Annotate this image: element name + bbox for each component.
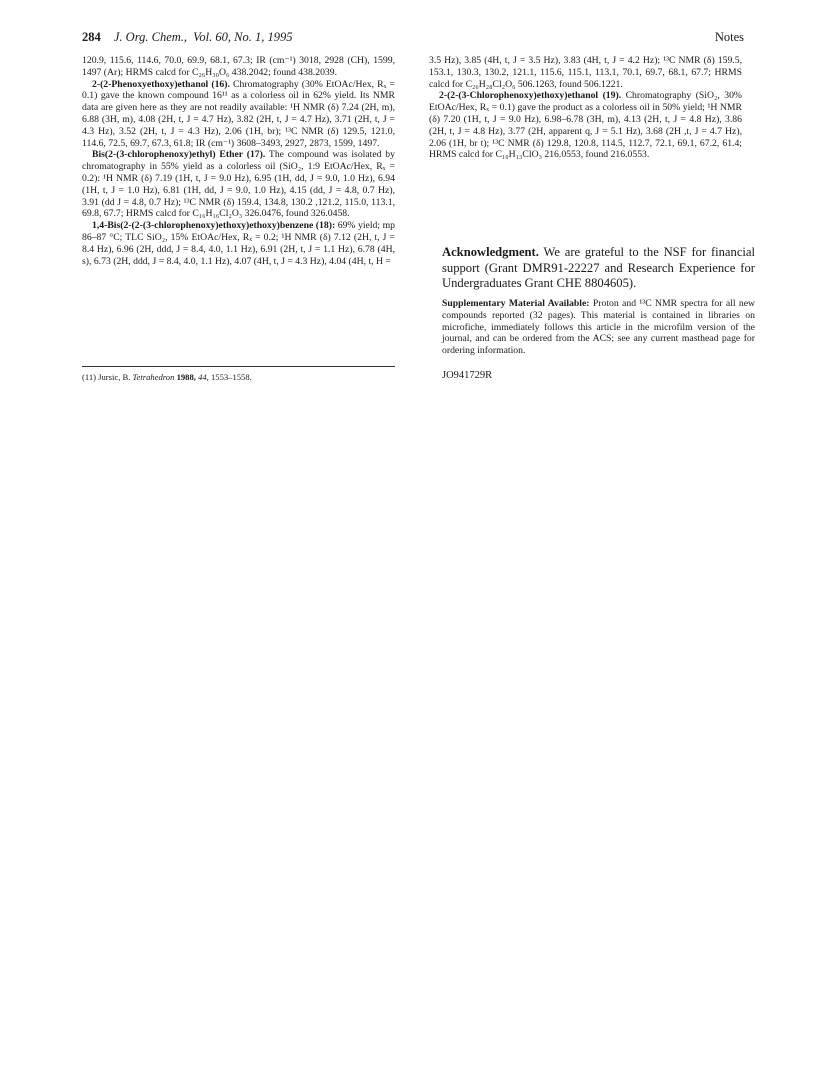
footnote-year: 1988, xyxy=(176,372,196,382)
left-column xyxy=(82,55,395,267)
supplementary-text: Proton and ¹³C NMR spectra for all new compounds reported (32 pages). This material is contained in libraries on microfiche, immediately follows this article in the microfilm version of the journal, and can be ordered from the ACS; see any current masthead page for ordering information. xyxy=(442,298,756,357)
footnote-pages: 1553–1558. xyxy=(210,372,252,382)
compound-19-name: 2-(2-(3-Chlorophenoxy)ethoxy)ethanol (19). xyxy=(439,90,622,102)
paragraph-continued: 120.9, 115.6, 114.6, 70.0, 69.9, 68.1, 67.3; IR (cm⁻¹) 3018, 2928 (CH), 1599, 1497 (Ar); HRMS calcd for C₂₆H₃₀O₆ 438.2042; found 438.2039. xyxy=(82,55,395,78)
compound-16-entry xyxy=(82,79,395,150)
paragraph-continued-right: 3.5 Hz), 3.85 (4H, t, J = 3.5 Hz), 3.83 (4H, t, J = 4.2 Hz); ¹³C NMR (δ) 159.5, 153.1, 130.3, 130.2, 121.1, 115.6, 115.1, 113.1, 70.1, 69.7, 68.1, 67.7; HRMS calcd for C₂₆H₂₈Cl₂O₆ 506.1263, found 506.1221. xyxy=(429,55,742,90)
compound-17-name: Bis(2-(3-chlorophenoxy)ethyl) Ether (17). xyxy=(92,149,266,161)
compound-18-name: 1,4-Bis(2-(2-(3-chlorophenoxy)ethoxy)ethoxy)benzene (18): xyxy=(92,220,336,232)
footnote-ref: (11) Jursic, B. xyxy=(82,372,131,382)
compound-16-text: Chromatography (30% EtOAc/Hex, Rₓ = 0.1) gave the known compound 16¹¹ as a colorless oil in 62% yield. Its NMR data are given here as they are not readily available: ¹H NMR (δ) 7.24 (2H, m), 6.88 (3H, m), 4.08 (2H, t, J = 4.7 Hz), 3.82 (2H, t, J = 4.7 Hz), 3.71 (2H, t, J = 4.3 Hz), 3.52 (2H, t, J = 4.3 Hz), 2.06 (1H, br); ¹³C NMR (δ) 129.5, 121.0, 114.6, 72.5, 69.7, 67.3, 61.8; IR (cm⁻¹) 3608–3493, 2927, 2873, 1599, 1497. xyxy=(82,78,395,149)
compound-18-entry xyxy=(82,220,395,267)
compound-16-name: 2-(2-Phenoxyethoxy)ethanol (16). xyxy=(92,78,230,90)
compound-17-text: The compound was isolated by chromatography in 55% yield as a colorless oil (SiO₂, 1:9 EtOAc/Hex, Rₓ = 0.2): ¹H NMR (δ) 7.19 (1H, t, J = 9.0 Hz), 6.95 (1H, dd, J = 9.0, 1.0 Hz), 6.94 (1H, t, J = 1.0 Hz), 6.81 (1H, dd, J = 9.0, 1.0 Hz), 4.15 (dd, J = 4.8, 0.7 Hz), 3.91 (dd J = 4.8, 0.7 Hz); ¹³C NMR (δ) 159.4, 134.8, 130.2 ,121.2, 115.0, 113.1, 69.8, 67.7; HRMS calcd for C₁₆H₁₆Cl₂O₃ 326.0476, found 326.0458. xyxy=(82,149,395,220)
supplementary-material xyxy=(442,298,755,357)
section-label: Notes xyxy=(714,30,744,44)
journal-volume-info: Vol. 60, No. 1, 1995 xyxy=(193,30,293,44)
acknowledgment-text: We are grateful to the NSF for financial support (Grant DMR91-22227 and Research Experience for Undergraduates Grant CHE 8804605). xyxy=(442,245,756,290)
right-column xyxy=(429,55,742,161)
document-id: JO941729R xyxy=(442,370,493,381)
acknowledgment xyxy=(442,245,755,292)
running-header xyxy=(82,30,744,52)
compound-18-text: 69% yield; mp 86–87 °C; TLC SiO₂, 15% EtOAc/Hex, Rₓ = 0.2; ¹H NMR (δ) 7.12 (2H, t, J = 8.4 Hz), 6.96 (2H, ddd, J = 8.4, 4.0, 1.1 Hz), 6.91 (2H, t, J = 1.1 Hz), 6.78 (4H, s), 6.73 (2H, ddd, J = 8.4, 4.0, 1.1 Hz), 4.07 (4H, t, J = 4.3 Hz), 4.04 (4H, t, H = xyxy=(82,220,395,267)
compound-19-text: Chromatography (SiO₂, 30% EtOAc/Hex, Rₓ = 0.1) gave the product as a colorless oil in 50% yield; ¹H NMR (δ) 7.20 (1H, t, J = 9.0 Hz), 6.98–6.78 (3H, m), 4.13 (2H, t, J = 4.8 Hz), 3.86 (2H, t, J = 4.8 Hz), 3.77 (2H, apparent q, J = 5.1 Hz), 3.68 (2H ,t, J = 4.7 Hz), 2.06 (1H, br t); ¹³C NMR (δ) 129.8, 120.8, 114.5, 112.7, 72.1, 69.1, 67.2, 61.4; HRMS calcd for C₁₀H₁₃ClO₃ 216.0553, found 216.0553. xyxy=(429,90,742,161)
footnote-divider xyxy=(82,366,395,367)
supplementary-heading: Supplementary Material Available: xyxy=(442,298,590,309)
footnote xyxy=(82,372,395,383)
acknowledgment-heading: Acknowledgment. xyxy=(442,245,539,259)
journal-title: J. Org. Chem., xyxy=(113,30,188,44)
compound-17-entry xyxy=(82,149,395,220)
footnote-journal: Tetrahedron xyxy=(132,372,175,382)
page-number: 284 xyxy=(82,30,101,44)
footnote-volume: 44, xyxy=(198,372,209,382)
compound-19-entry xyxy=(429,90,742,161)
